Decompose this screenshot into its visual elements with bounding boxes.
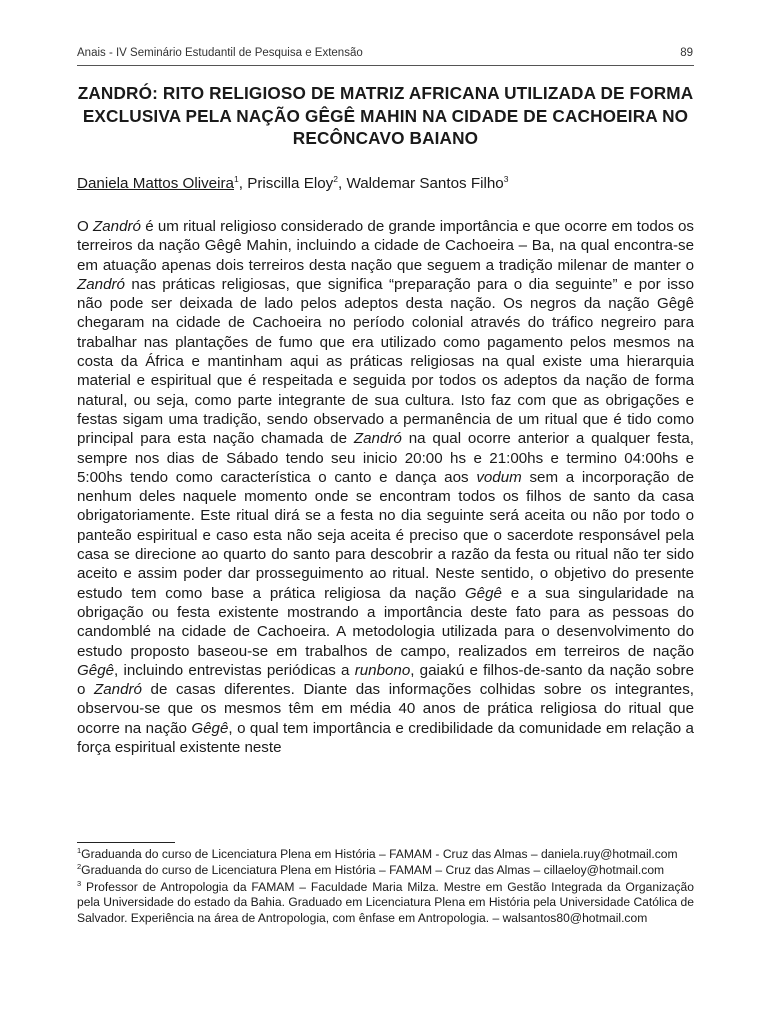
author-footnote-mark: 2	[333, 173, 339, 184]
italic-term: Gêgê	[191, 719, 229, 737]
author-footnote-mark: 1	[234, 173, 239, 184]
footnote-rule	[77, 842, 175, 843]
header-rule	[77, 65, 694, 66]
italic-term: Gêgê	[464, 584, 502, 602]
running-header	[77, 47, 693, 59]
abstract-paragraph: O Zandró é um ritual religioso considerado de grande importância e que ocorre em todos os terreiros da nação Gêgê Mahin, incluindo a cidade de Cachoeira – Ba, na qual encontra-se em atuação apenas dois terreiros desta nação que seguem a tradição milenar de manter o Zandró nas práticas religiosas, que significa “preparação para o dia seguinte” e por isso não pode ser deixada de lado pelos adeptos desta nação. Os negros da nação Gêgê chegaram na cidade de Cachoeira no período colonial através do tráfico negreiro para trabalhar nas plantações de fumo que era utilizado como pagamento pelos mesmos na costa da África e mantinham aqui as práticas religiosas na qual existe uma hierarquia material e espiritual que é respeitada e seguida por todos os adeptos da nação de forma natural, ou seja, como parte integrante de sua cultura. Isto faz com que as obrigações e festas sigam uma tradição, sendo observado a permanência de um ritual que é tido como principal para esta nação chamada de Zandró na qual ocorre anterior a qualquer festa, sempre nos dias de Sábado tendo seu inicio 20:00 hs e 21:00hs e termino 04:00hs e 5:00hs tendo como característica o canto e dança aos vodum sem a incorporação de nenhum deles naquele momento onde se encontram todos os filhos de santo da casa obrigatoriamente. Este ritual dirá se a festa no dia seguinte será aceita ou não por todo o panteão espiritual e caso esta não seja aceita é preciso que o sacerdote responsável pela casa se direcione ao quarto do santo para descobrir a razão da festa ou ritual não ter sido aceito e assim poder dar prosseguimento ao ritual. Neste sentido, o objetivo do presente estudo tem como base a prática religiosa da nação Gêgê e a sua singularidade na obrigação ou festa existente mostrando a importância deste fato para as pessoas do candomblé na cidade de Cachoeira. A metodologia utilizada para o desenvolvimento do estudo proposto baseou-se em trabalhos de campo, realizados em terreiros de nação Gêgê, incluindo entrevistas periódicas a runbono, gaiakú e filhos-de-santo da nação sobre o Zandró de casas diferentes. Diante das informações colhidas sobre os integrantes, observou-se que os mesmos têm em média 40 anos de prática religiosa do ritual que ocorre na nação Gêgê, o qual tem importância e credibilidade da comunidade em relação a força espiritual existente neste	[77, 218, 695, 757]
author-name: Priscilla Eloy	[247, 175, 334, 192]
footnote: $^1$Graduanda do curso de Licenciatura Plena em História – FAMAM - Cruz das Almas – daniela.ruy@hotmail.com	[77, 845, 678, 861]
italic-term: runbono	[354, 661, 411, 679]
author-footnote-mark: 3	[503, 173, 509, 184]
page-number: 89	[680, 47, 693, 59]
footnote: $^3$ Professor de Antropologia da FAMAM – Faculdade Maria Milza. Mestre em Gestão Integrada da Organização pela Universidade do estado da Bahia. Graduado em Licenciatura Plena em História pela Universidade Católica de Salvador. Experiência na área de Antropologia, com ênfase em Antropologia. – walsantos80@hotmail.com	[77, 878, 694, 925]
footnote: $^2$Graduanda do curso de Licenciatura Plena em História – FAMAM – Cruz das Almas – cillaeloy@hotmail.com	[77, 862, 665, 878]
author-line: Daniela Mattos Oliveira$^1$, Priscilla Eloy$^2$, Waldemar Santos Filho$^3$	[77, 173, 509, 192]
italic-term: vodum	[476, 468, 522, 486]
running-title: Anais - IV Seminário Estudantil de Pesquisa e Extensão	[77, 47, 363, 59]
italic-term: Gêgê	[77, 661, 115, 679]
italic-term: Zandró	[353, 430, 402, 448]
footnotes	[77, 847, 694, 927]
paper-title: ZANDRÓ: RITO RELIGIOSO DE MATRIZ AFRICANA UTILIZADA DE FORMA EXCLUSIVA PELA NAÇÃO GÊGÊ MAHIN NA CIDADE DE CACHOEIRA NO RECÔNCAVO BAIANO	[77, 83, 694, 148]
author-name: Daniela Mattos Oliveira	[77, 175, 234, 192]
author-name: Waldemar Santos Filho	[346, 175, 504, 192]
italic-term: Zandró	[94, 681, 142, 699]
italic-term: Zandró	[93, 218, 141, 235]
italic-term: Zandró	[77, 275, 125, 293]
